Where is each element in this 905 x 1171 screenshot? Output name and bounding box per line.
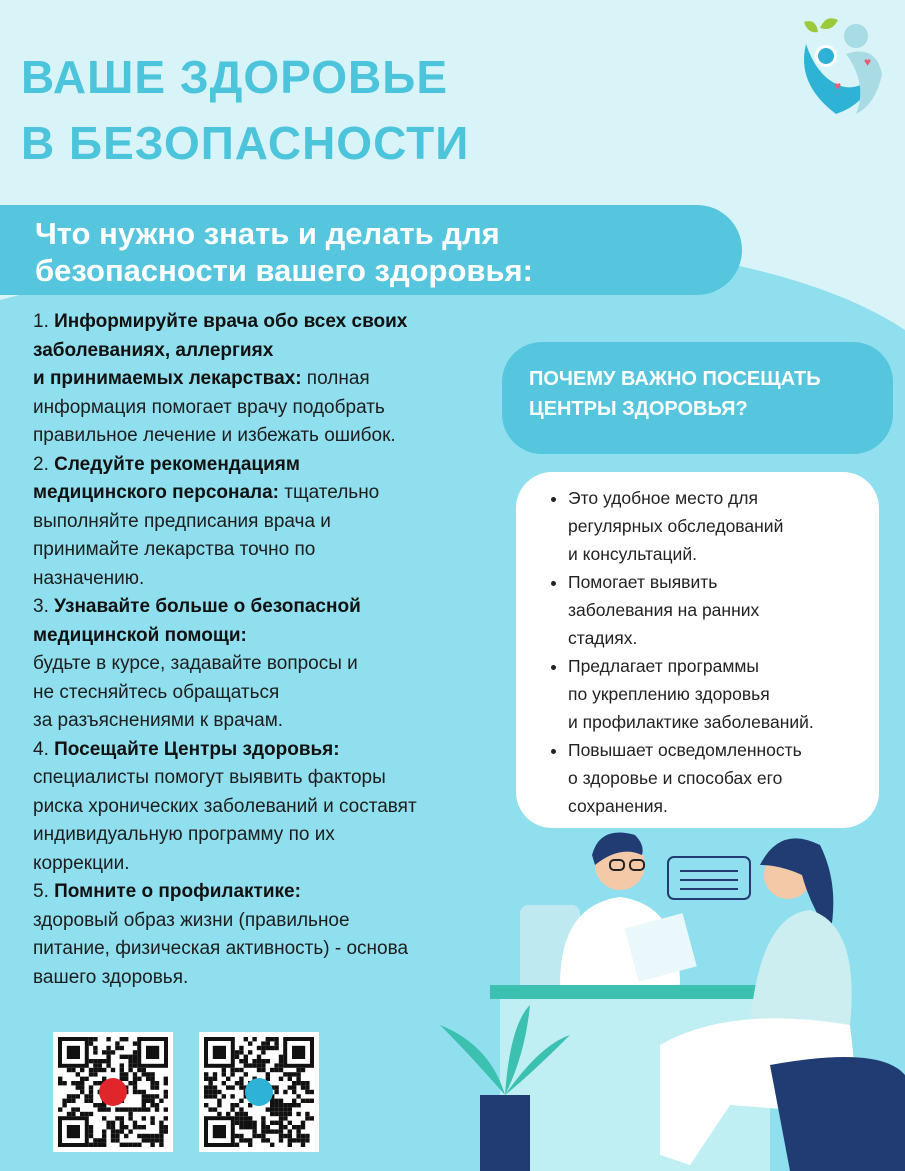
why-heading: ПОЧЕМУ ВАЖНО ПОСЕЩАТЬ ЦЕНТРЫ ЗДОРОВЬЯ? bbox=[529, 368, 821, 420]
tip-number: 3. bbox=[33, 596, 55, 617]
reason-item: • Предлагает программы по укреплению здоровья и профилактике заболеваний. bbox=[568, 652, 814, 736]
tip-item bbox=[33, 308, 503, 451]
qr-code[interactable] bbox=[53, 1032, 173, 1152]
tip-item bbox=[33, 593, 503, 736]
qr-code[interactable] bbox=[199, 1032, 319, 1152]
tip-heading: Помните о профилактике: bbox=[54, 881, 301, 902]
tip-heading: Узнавайте больше о безопасной медицинской помощи: bbox=[33, 596, 361, 646]
reasons-list bbox=[516, 484, 814, 820]
tip-number: 2. bbox=[33, 453, 55, 475]
reason-item: • Повышает осведомленность о здоровье и способах его сохранения. bbox=[568, 736, 814, 820]
tip-item bbox=[33, 451, 503, 594]
reason-item: • Помогает выявить заболевания на ранних стадиях. bbox=[568, 568, 814, 652]
tip-text: специалисты помогут выявить факторы риска хронических заболеваний и составят индивидуальную программу по их коррекции. bbox=[33, 767, 417, 874]
tip-text: здоровый образ жизни (правильное питание, физическая активность) - основа вашего здоровья. bbox=[33, 909, 409, 988]
tip-heading: Следуйте рекомендациям медицинского персонала: bbox=[33, 453, 300, 503]
tip-number: 1. bbox=[33, 311, 55, 332]
tip-heading: Информируйте врача обо всех своих заболеваниях, аллергиях и принимаемых лекарствах: bbox=[33, 311, 408, 389]
tip-heading: Посещайте Центры здоровья: bbox=[54, 738, 340, 760]
section-banner bbox=[0, 205, 742, 295]
tip-text: будьте в курсе, задавайте вопросы и не стесняйтесь обращаться за разъяснениями к врачам. bbox=[33, 653, 358, 731]
tip-text: тщательно выполняйте предписания врача и принимайте лекарства точно по назначению. bbox=[33, 482, 380, 589]
section-heading: Что нужно знать и делать для безопасности вашего здоровья: bbox=[35, 216, 533, 288]
svg-text:♥: ♥ bbox=[834, 79, 842, 93]
reason-item: • Это удобное место для регулярных обследований и консультаций. bbox=[568, 484, 814, 568]
doctor-patient-illustration bbox=[430, 825, 905, 1171]
why-heading-bubble bbox=[502, 342, 893, 454]
svg-text:♥: ♥ bbox=[864, 55, 872, 69]
page-title: ВАШЕ ЗДОРОВЬЕ В БЕЗОПАСНОСТИ bbox=[21, 51, 470, 169]
tip-number: 4. bbox=[33, 738, 55, 760]
tip-text: полная информация помогает врачу подобрать правильное лечение и избежать ошибок. bbox=[33, 368, 396, 446]
logo-icon bbox=[796, 14, 884, 118]
why-reasons-box bbox=[516, 472, 879, 828]
tip-number: 5. bbox=[33, 881, 55, 902]
